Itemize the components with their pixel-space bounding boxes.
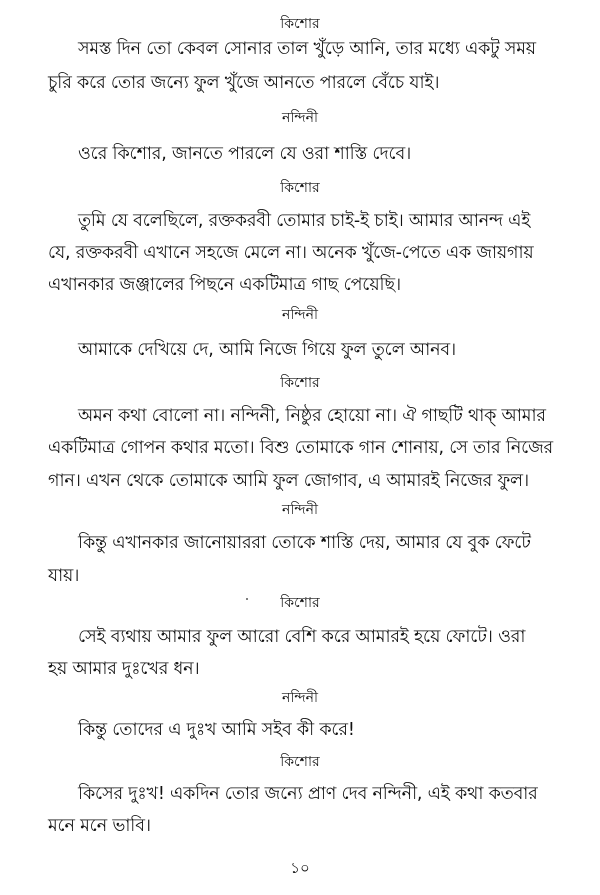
dialogue-line: কিন্তু তোদের এ দুঃখ আমি সইব কী করে! xyxy=(78,720,355,740)
dialogue-line: এখানকার জঞ্জালের পিছনে একটিমাত্র গাছ পেয়েছি। xyxy=(48,275,401,295)
dialogue-line: চুরি করে তোর জন্যে ফুল খুঁজে আনতে পারলে বেঁচে যাই। xyxy=(48,73,440,93)
page-number: ১০ xyxy=(290,859,310,877)
dialogue-line: গান। এখন থেকে তোমাকে আমি ফুল জোগাব, এ আমারই নিজের ফুল। xyxy=(48,471,529,491)
speaker-name: নন্দিনী xyxy=(282,307,318,323)
speaker-name: কিশোর xyxy=(280,595,320,611)
dialogue-line: হয় আমার দুঃখের ধন। xyxy=(48,659,200,679)
speaker-name: নন্দিনী xyxy=(282,110,318,126)
speaker-name: কিশোর xyxy=(280,375,320,391)
dialogue-line: যে, রক্তকরবী এখানে সহজে মেলে না। অনেক খুঁজে-পেতে এক জায়গায় xyxy=(48,243,534,263)
dialogue-line: যায়। xyxy=(48,566,80,586)
dialogue-line: ওরে কিশোর, জানতে পারলে যে ওরা শাস্তি দেবে। xyxy=(78,144,412,164)
dialogue-line: সেই ব্যথায় আমার ফুল আরো বেশি করে আমারই হয়ে ফোটে। ওরা xyxy=(78,627,526,647)
dialogue-line: অমন কথা বোলো না। নন্দিনী, নিষ্ঠুর হোয়ো না। ঐ গাছটি থাক্ আমার xyxy=(78,406,546,426)
dialogue-line: সমস্ত দিন তো কেবল সোনার তাল খুঁড়ে আনি, তার মধ্যে একটু সময় xyxy=(78,39,536,59)
dialogue-line: কিন্তু এখানকার জানোয়াররা তোকে শাস্তি দেয়, আমার যে বুক ফেটে xyxy=(78,533,531,553)
dialogue-line: তুমি যে বলেছিলে, রক্তকরবী তোমার চাই-ই চাই। আমার আনন্দ এই xyxy=(78,211,531,231)
speaker-name: কিশোর xyxy=(280,754,320,770)
speaker-name: নন্দিনী xyxy=(282,502,318,518)
dialogue-line: একটিমাত্র গোপন কথার মতো। বিশু তোমাকে গান শোনায়, সে তার নিজের xyxy=(48,438,553,458)
speaker-name: নন্দিনী xyxy=(282,690,318,706)
speaker-name: কিশোর xyxy=(280,180,320,196)
dialogue-line: মনে মনে ভাবি। xyxy=(48,816,151,836)
dialogue-line: কিসের দুঃখ! একদিন তোর জন্যে প্রাণ দেব নন্দিনী, এই কথা কতবার xyxy=(78,784,538,804)
dialogue-line: আমাকে দেখিয়ে দে, আমি নিজে গিয়ে ফুল তুলে আনব। xyxy=(78,340,456,360)
speaker-name: কিশোর xyxy=(280,16,320,32)
